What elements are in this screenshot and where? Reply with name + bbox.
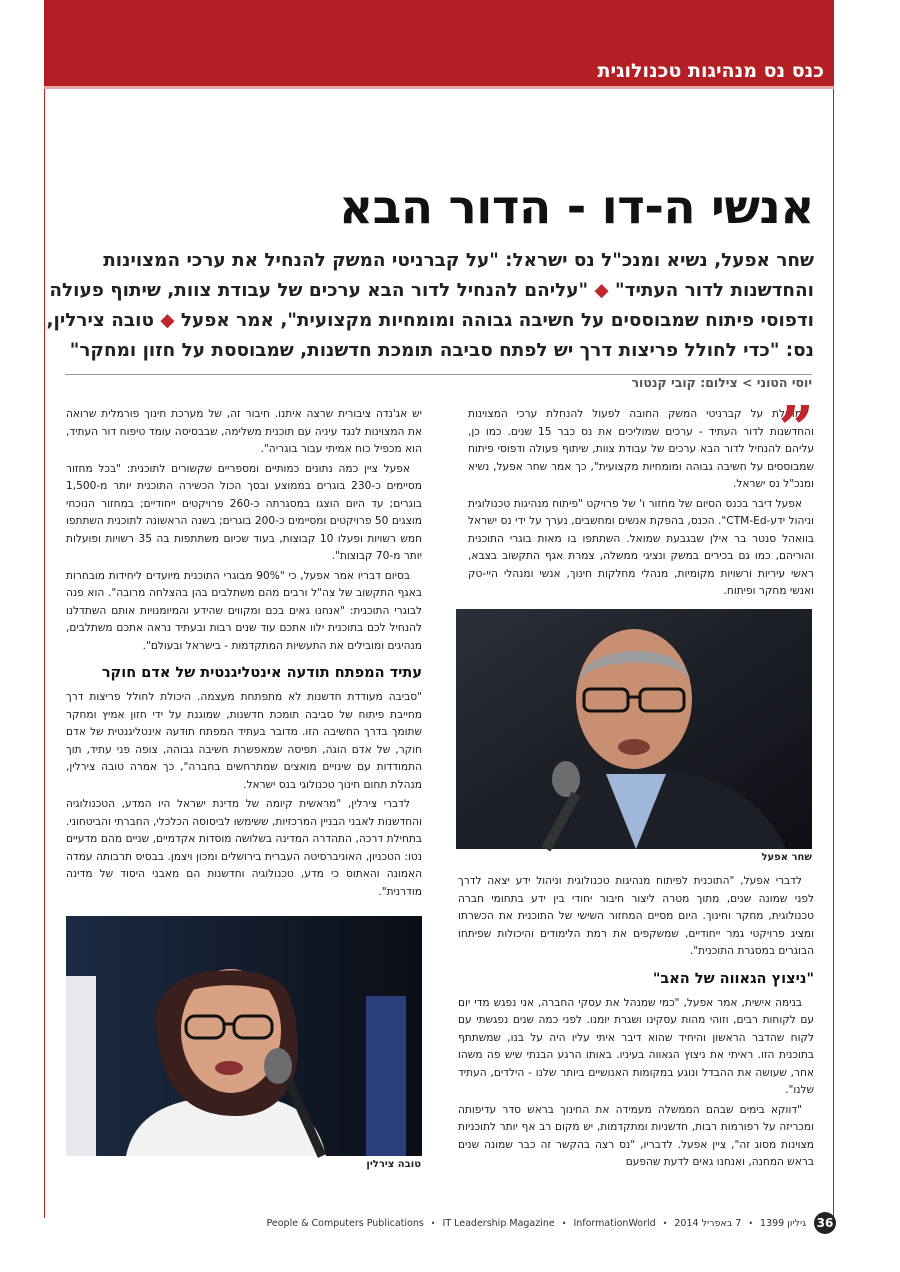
right-column-upper xyxy=(468,392,814,603)
page-border-left xyxy=(44,0,45,1218)
paragraph: מוטלת על קברניטי המשק החובה לפעול להנחלת ערכי המצוינות והחדשנות לדור העתיד - ערכים שמוליכים את נס כבר 15 שנים. כמו כן, עליהם להנחיל לדור הבא ערכים של עבודת צוות, שיתוף פעולה ודפוסי פיתוח שמבוססים על חשיבה גבוהה ומומחיות מקצועית", כך אמר שחר אפעל, נשיא ומנכ"ל נס ישראל. xyxy=(468,408,814,490)
section-title: כנס נס מנהיגות טכנולוגית xyxy=(597,60,824,82)
page-border-right xyxy=(833,0,834,1218)
left-column xyxy=(66,406,422,903)
publisher-name: People & Computers Publications xyxy=(266,1217,424,1229)
page-footer xyxy=(267,1212,837,1234)
subheading: עתיד המפתח תודעה אינטליגנטית של אדם חוקר xyxy=(101,665,422,681)
publication-name: IT Leadership Magazine xyxy=(442,1217,555,1229)
photo-tova-tzirlin xyxy=(66,916,422,1156)
opening-quote-mark: ” xyxy=(778,392,814,465)
separator: • xyxy=(561,1218,567,1228)
photo-shahar-afel xyxy=(456,609,812,849)
photo-caption: שחר אפעל xyxy=(761,852,812,863)
photo-caption: טובה צירלין xyxy=(366,1159,421,1170)
speaker-photo-illustration xyxy=(456,609,812,849)
paragraph: לדברי אפעל, "התוכנית לפיתוח מנהיגות טכנולוגית וניהול ידע יצאה לדרך לפני שמונה שנים, מתוך מטרה ליצור חיבור יחודי בין ידע בתחומי חברה טכנולוגית, מחקר וחינוך. היום מסיים המחזור השישי של התוכנית את הכשרתו ומציג פרויקטי גמר ייחודיים, שמשקפים את רמת הלימודים והיכולות שפיתחו הבוגרים במסגרת התוכנית". xyxy=(458,875,814,957)
paragraph: אפעל דיבר בכנס הסיום של מחזור ו' של פרויקט "פיתוח מנהיגות טכנולוגית וניהול ידע-CTM-Ed". הכנס, בהפקת אנשים ומחשבים, נערך על ידי נס ישראל בוואהל סנטר בר אילן שבגבעת שמואל. השתתפו בו מאות בוגרי התוכנית והוריהם, כמו גם בכירים במשק ונציגי ממשלה, צמרת אגף התקשוב בצבא, ראשי עיריות ורשויות מקומיות, מנהלי מחלקות חינוך, אנשי ומנהלי היי-טק ואנשי מחקר ופיתוח. xyxy=(468,497,814,597)
paragraph: "דווקא בימים שבהם הממשלה מעמידה את החינוך בראש סדר עדיפותה ומכריזה על רפורמות רבות, חדשניות ומתקדמות, יש מקום רב אף יותר לתוכניות מצוינות מסוג זה", ציין אפעל. לדבריו, "נס רצה בהקשר זה כבר שמונה שנים בראש המחנה, ואנחנו גאים לדעת שהפעם xyxy=(458,1103,814,1168)
paragraph: בנימה אישית, אמר אפעל, "כמי שמנהל את עסקי החברה, אני נפגש מדי יום עם לקוחות רבים, וזוהי מהות עסקינו ושגרת יומנו. לפני כמה שנים נפגשתי עם לקוח שהדבר הראשון והיחיד שהוא דיבר איתי עליו היה על בנו, שמשתתף בתוכנית הזו. ראיתי את ניצוץ הגאווה בעיניו. באותו הרגע הבנתי שיש פה משהו אחר, שעושה את ההבדל ונוגע במקומות האנושיים ביותר שלנו - הילדים, העתיד שלנו". xyxy=(458,996,814,1096)
article-subheadline xyxy=(46,246,814,366)
byline: יוסי הטוני > צילום: קובי קנטור xyxy=(631,375,812,390)
right-column-lower xyxy=(458,873,814,1174)
paragraph: אפעל ציין כמה נתונים כמותיים ומספריים שקשורים לתוכנית: "בכל מחזור מסיימים כ-230 בוגרים בממוצע ובסך הכול הכשירה התוכנית יותר מ-1,500 בוגרים; עד היום הוצגו במסגרתה כ-260 פרויקטים ייחודיים; במחזור הנוכחי מוצגים 50 פרויקטים ומסיימים כ-200 בוגרים; בשנה הראשונה לתוכנית השתתפו חמש רשויות ופעלו 10 קבוצות, בעוד שכיום משתתפות בה 35 רשויות ופועלות יותר מ-70 קבוצות". xyxy=(66,462,423,562)
paragraph: בסיום דבריו אמר אפעל, כי "90% מבוגרי התוכנית מיועדים ליחידות מובחרות באגף התקשוב של צה"ל ורבים מהם משתלבים בהן בהצלחה מרובה". הוא פנה לבוגרי התוכנית: "אנחנו גאים בכם ומקווים שהידע והמיומנויות אותם השתדלנו להנחיל לכם בתוכנית ילוו אתכם עוד שנים רבות ובעתיד נראה אתכם משתלבים, מנהיגים ומובילים את התעשיות המתקדמות - בישראל ובעולם". xyxy=(66,569,422,652)
separator: • xyxy=(662,1218,668,1228)
subhead-line: והחדשנות לדור העתיד" ◆ "עליהם להנחיל לדור הבא ערכים של עבודת צוות, שיתוף פעולה xyxy=(49,280,814,301)
paragraph: "סביבה מעודדת חדשנות לא מתפתחת מעצמה. היכולת לחולל פריצות דרך מחייבת פיתוח של סביבה תומכת חדשנות, שמוגנת על ידי חזון אמיץ ומחקר שתומך בדרך החשיבה הזו. מדובר בעתיד המפתח תודעה אינטליגנטית של אדם חוקר, של אדם הוגה, תפיסה שמאפשרת חשיבה גבוהה, צופה פני עתיד, תוך התמודדות עם שינויים מואצים שמתרחשים בחברה", כך אמרה טובה צירלין, מנהלת תחום חינוך טכנולוגי בנס ישראל. xyxy=(66,691,422,791)
speaker-photo-illustration xyxy=(66,916,422,1156)
subheading: "ניצוץ הגאווה של האב" xyxy=(652,970,814,987)
subhead-line: נס: "כדי לחולל פריצות דרך יש לפתח סביבה תומכת חדשנות, שמבוססת על חזון ומחקר" xyxy=(69,340,814,361)
page-number: 36 xyxy=(814,1212,836,1234)
separator: • xyxy=(748,1218,754,1228)
article-headline: אנשי ה-דו - הדור הבא xyxy=(338,180,814,235)
diamond-separator-icon: ◆ xyxy=(594,280,609,301)
paragraph: יש אג'נדה ציבורית שרצה איתנו. חיבור זה, של מערכת חינוך פורמלית שרואה את המצוינות לנגד עיניה עם תוכנית משלימה, שבבסיסה עומד טיפוח דור העתיד, הוא מכפיל כוח אמיתי עבור בוגריה". xyxy=(66,408,422,455)
subhead-line: שחר אפעל, נשיא ומנכ"ל נס ישראל: "על קברניטי המשק להנחיל את ערכי המצוינות xyxy=(103,250,814,271)
issue-date: 7 באפריל 2014 xyxy=(674,1217,742,1229)
subhead-line: ודפוסי פיתוח שמבוססים על חשיבה גבוהה ומומחיות מקצועית", אמר אפעל ◆ טובה צירלין, xyxy=(46,310,814,331)
issue-number: גיליון 1399 xyxy=(760,1217,806,1229)
separator: • xyxy=(430,1218,436,1228)
publication-name: InformationWorld xyxy=(573,1217,656,1229)
paragraph: לדברי צירלין, "מראשית קיומה של מדינת ישראל היו המדע, הטכנולוגיה והחדשנות לאבני הבניין המרכזיות, ששימשו לביסוסה הכלכלי, החברתי והביטחוני. בתחילת דרכה, התהדרה המדינה בשלושה מוסדות אקדמיים, שניים מהם מדעיים נטו: הטכניון, האוניברסיטה העברית בירושלים ומכון ויצמן. בבסיס תרבותה עמדה האמונה והאתוס כי מדע, טכנולוגיה וחדשנות הם מאבני היסוד של מדינה מודרנית". xyxy=(66,798,422,898)
banner-divider xyxy=(44,86,834,89)
diamond-separator-icon: ◆ xyxy=(160,310,175,331)
